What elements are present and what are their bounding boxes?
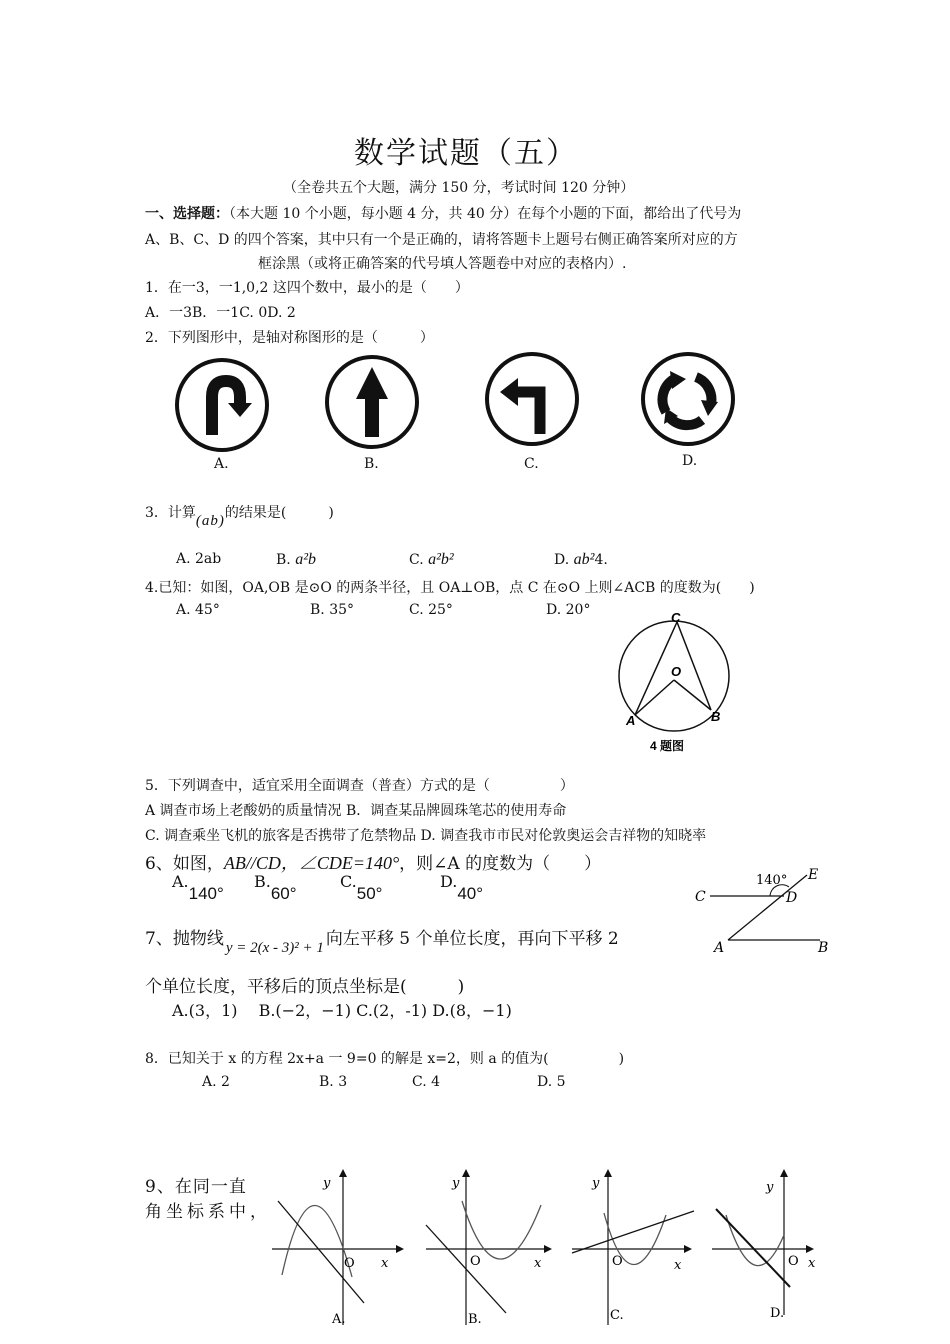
q4-text: 4.已知：如图，OA,OB 是⊙O 的两条半径，且 OA⊥OB，点 C 在⊙O 上则∠ACB 的度数为( ) <box>145 580 755 596</box>
q3-opt-a: A. 2ab <box>176 551 222 567</box>
q7-formula: y = 2(x - 3)² + 1 <box>225 940 324 956</box>
q4-opt-c: C. 25° <box>409 602 453 618</box>
q5-text: 5．下列调查中，适宜采用全面调查（普查）方式的是（ ） <box>145 778 574 794</box>
q9a-y: y <box>323 1176 331 1191</box>
q9-line1: 9、在同一直 <box>145 1177 247 1197</box>
q6-suffix: ，则∠A 的度数为（ ） <box>399 854 602 874</box>
q6-opt-a-value: 140° <box>188 884 224 903</box>
q9-graph-b <box>416 1165 556 1335</box>
q6-parallel-figure <box>690 862 840 962</box>
section1-intro: （本大题 10 个小题，每小题 4 分，共 40 分）在每个小题的下面，都给出了代号为 <box>229 206 742 222</box>
q6-fig-e: E <box>808 867 819 883</box>
q5-line2: C. 调查乘坐飞机的旅客是否携带了危禁物品 D. 调查我市市民对伦敦奥运会吉祥物的知晓率 <box>145 828 707 844</box>
q8-opt-c: C. 4 <box>412 1074 441 1090</box>
q5-line1: A 调查市场上老酸奶的质量情况 B．调查某品牌圆珠笔芯的使用寿命 <box>145 803 567 819</box>
q9b-origin: O <box>470 1254 481 1269</box>
q9c-origin: O <box>612 1254 623 1269</box>
q2-text: 2．下列图形中，是轴对称图形的是（ ） <box>145 330 434 346</box>
q9b-y: y <box>452 1176 460 1191</box>
q6-opt-a <box>172 872 224 903</box>
q9b-label: B. <box>468 1312 482 1327</box>
q6-fig-c: C <box>695 889 706 905</box>
q6-fig-b: B <box>818 940 829 956</box>
q8-opt-d: D. 5 <box>537 1074 566 1090</box>
q4-circle-figure <box>618 610 738 760</box>
q2-label-b: B. <box>364 456 379 472</box>
q6-condition: AB//CD，∠CDE=140° <box>223 853 400 873</box>
q3-opt-d <box>554 551 608 569</box>
q3-line <box>145 502 334 529</box>
q4-label-o: O <box>671 664 682 679</box>
q6-fig-d: D <box>786 890 798 906</box>
section1-heading: 一、选择题： <box>145 206 229 222</box>
q8-opt-b: B. 3 <box>319 1074 348 1090</box>
q3-opt-b-letter: B. <box>276 552 291 568</box>
q6-opt-b-value: 60° <box>270 884 297 903</box>
q9a-x: x <box>381 1256 389 1271</box>
q8-opt-a: A. 2 <box>202 1074 230 1090</box>
q4-label-a: A <box>626 713 636 728</box>
q2-sign-d <box>638 352 738 452</box>
q9d-y: y <box>766 1180 774 1195</box>
q2-label-a: A. <box>214 456 229 472</box>
q4-opt-d: D. 20° <box>546 602 591 618</box>
q7-line2: 个单位长度，平移后的顶点坐标是( ) <box>145 977 465 997</box>
q6-opt-d-value: 40° <box>457 884 484 903</box>
q6-opt-b-letter: B. <box>254 872 271 891</box>
section1-line1 <box>145 203 741 223</box>
q3-prefix: 3．计算 <box>145 505 196 521</box>
section1-line3: 框涂黑（或将正确答案的代号填人答题卷中对应的表格内）. <box>258 256 627 272</box>
section1-line2: A、B、C、D 的四个答案，其中只有一个是正确的，请将答题卡上题号右侧正确答案所对应的方 <box>145 232 738 248</box>
q4-opt-b: B. 35° <box>310 602 355 618</box>
q4-fig-caption: 4 题图 <box>650 739 685 753</box>
q7-line1 <box>145 924 619 956</box>
q7-options: A.(3，1) B.(−2，−1) C.(2，-1) D.(8，−1) <box>172 1001 512 1020</box>
q9c-y: y <box>592 1176 600 1191</box>
q9a-label: A. <box>332 1312 346 1327</box>
q2-sign-c <box>482 352 582 452</box>
q3-opt-c-expr: a²b² <box>428 551 454 568</box>
q2-sign-a <box>172 357 272 457</box>
q3-expr: (ab) <box>195 513 225 529</box>
q3-opt-c-letter: C. <box>409 552 424 568</box>
q1-options: A．一3B．一1C. 0D. 2 <box>145 305 296 321</box>
q3-opt-d-letter: D. <box>554 552 570 568</box>
q7-suffix: 向左平移 5 个单位长度，再向下平移 2 <box>325 929 619 949</box>
exam-info: （全卷共五个大题，满分 150 分，考试时间 120 分钟） <box>283 180 635 196</box>
q1-text: 1．在一3，一1,0,2 这四个数中，最小的是（ ） <box>145 280 469 296</box>
q9-line2: 角坐标系中， <box>145 1202 271 1222</box>
q6-opt-a-letter: A. <box>172 872 189 891</box>
q6-opt-b <box>254 872 297 903</box>
q3-suffix: 的结果是( ) <box>224 505 334 521</box>
q4-label-b: B <box>711 709 721 724</box>
q3-opt-b <box>276 551 316 569</box>
q6-prefix: 6、如图， <box>145 854 224 874</box>
q4-opt-a: A. 45° <box>176 602 220 618</box>
q6-opt-c <box>340 872 383 903</box>
q9d-x: x <box>808 1256 816 1271</box>
q2-label-d: D. <box>682 453 698 469</box>
q9-graph-d <box>706 1165 846 1335</box>
q3-opt-c <box>409 551 454 569</box>
q3-opt-b-expr: a²b <box>295 551 316 568</box>
q9-graph-c <box>566 1165 706 1335</box>
q2-label-c: C. <box>524 456 539 472</box>
q9a-origin: O <box>344 1256 355 1271</box>
q9c-label: C. <box>610 1308 624 1323</box>
q9c-x: x <box>674 1258 682 1273</box>
q8-text: 8．已知关于 x 的方程 2x+a 一 9=0 的解是 x=2，则 a 的值为( ) <box>145 1051 625 1067</box>
q6-opt-d <box>440 872 484 903</box>
q9b-x: x <box>534 1256 542 1271</box>
q3-opt-d-expr: ab² <box>573 551 595 568</box>
q6-fig-a: A <box>714 940 725 956</box>
q6-opt-d-letter: D. <box>440 872 458 891</box>
q4-label-c: C <box>671 610 681 625</box>
q6-opt-c-letter: C. <box>340 872 357 891</box>
q9d-label: D. <box>770 1306 785 1321</box>
q9-graph-a <box>268 1165 408 1335</box>
q6-fig-angle: 140° <box>756 873 788 888</box>
q3-opt-d-tail: 4. <box>594 552 608 568</box>
q9d-origin: O <box>788 1254 799 1269</box>
q2-sign-b <box>322 357 422 457</box>
page-title: 数学试题（五） <box>354 136 578 171</box>
q6-opt-c-value: 50° <box>356 884 383 903</box>
q7-prefix: 7、抛物线 <box>145 929 224 949</box>
